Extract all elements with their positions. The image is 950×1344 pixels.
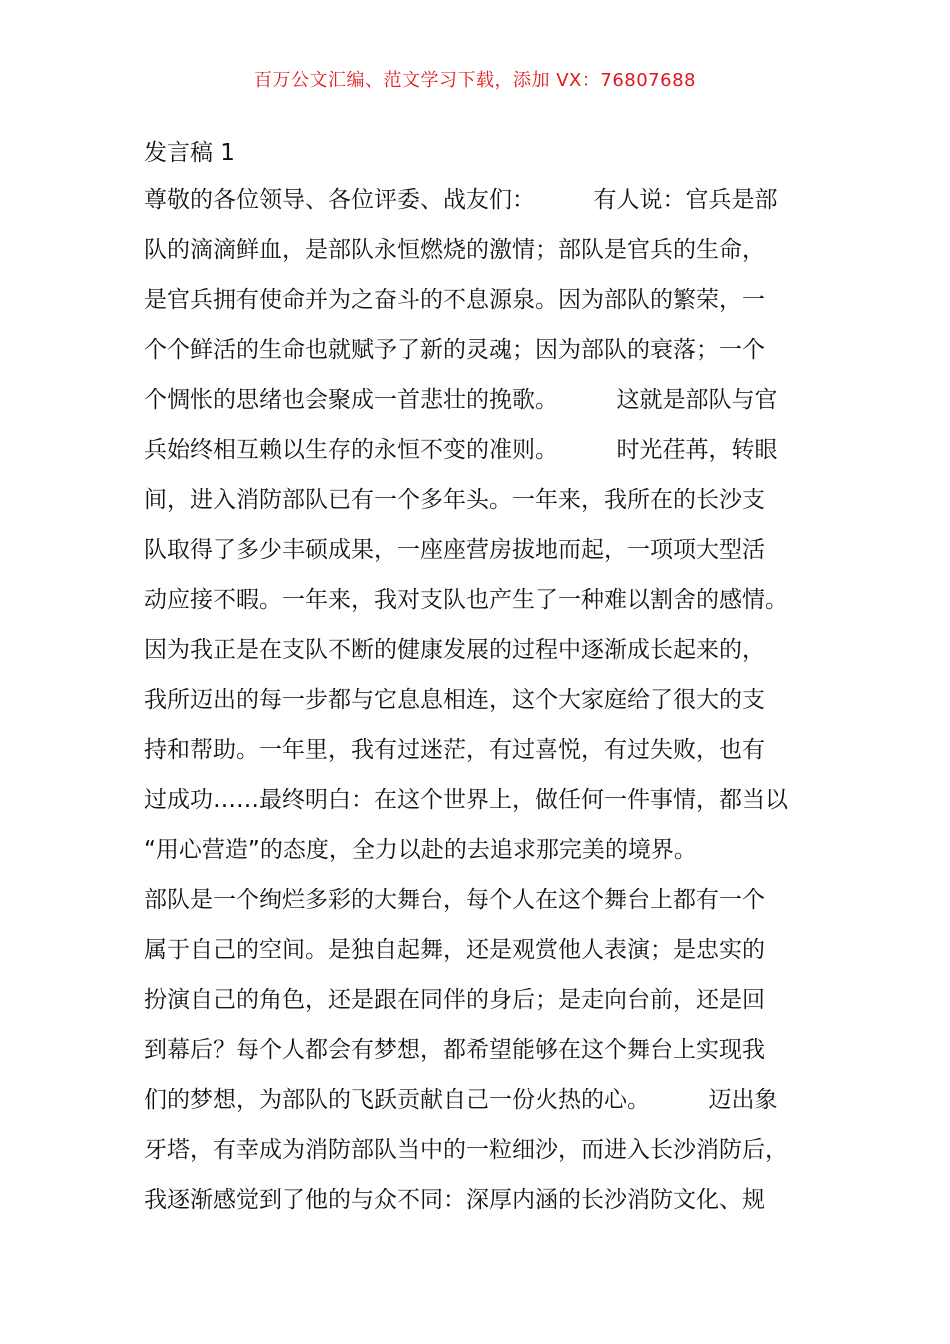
- body-line: 持和帮助。一年里，我有过迷茫，有过喜悦，有过失败，也有: [144, 737, 765, 763]
- body-line: 兵始终相互赖以生存的永恒不变的准则。 时光荏苒，转眼: [144, 437, 778, 463]
- body-line: 过成功……最终明白：在这个世界上，做任何一件事情，都当以: [144, 787, 788, 813]
- body-line: 是官兵拥有使命并为之奋斗的不息源泉。因为部队的繁荣，一: [144, 287, 765, 313]
- body-line: 们的梦想，为部队的飞跃贡献自己一份火热的心。 迈出象: [144, 1087, 778, 1113]
- header-banner: 百万公文汇编、范文学习下载，添加 VX：76807688: [254, 70, 696, 91]
- body-line: 队取得了多少丰硕成果，一座座营房拔地而起，一项项大型活: [144, 537, 765, 563]
- body-line: 牙塔，有幸成为消防部队当中的一粒细沙，而进入长沙消防后，: [144, 1137, 788, 1163]
- body-line: 属于自己的空间。是独自起舞，还是观赏他人表演；是忠实的: [144, 937, 765, 963]
- document-body: [144, 180, 844, 1230]
- document-title: 发言稿 1: [144, 140, 235, 166]
- body-line: “用心营造”的态度，全力以赴的去追求那完美的境界。: [144, 837, 697, 863]
- body-line: 因为我正是在支队不断的健康发展的过程中逐渐成长起来的，: [144, 637, 765, 663]
- body-line: 我所迈出的每一步都与它息息相连，这个大家庭给了很大的支: [144, 687, 765, 713]
- body-line: 我逐渐感觉到了他的与众不同：深厚内涵的长沙消防文化、规: [144, 1187, 765, 1213]
- body-line: 尊敬的各位领导、各位评委、战友们： 有人说：官兵是部: [144, 187, 778, 213]
- body-line: 部队是一个绚烂多彩的大舞台，每个人在这个舞台上都有一个: [144, 887, 765, 913]
- body-line: 个个鲜活的生命也就赋予了新的灵魂；因为部队的衰落；一个: [144, 337, 765, 363]
- body-line: 动应接不暇。一年来，我对支队也产生了一种难以割舍的感情。: [144, 587, 788, 613]
- body-line: 到幕后？每个人都会有梦想，都希望能够在这个舞台上实现我: [144, 1037, 765, 1063]
- body-line: 间，进入消防部队已有一个多年头。一年来，我所在的长沙支: [144, 487, 765, 513]
- body-line: 个惆怅的思绪也会聚成一首悲壮的挽歌。 这就是部队与官: [144, 387, 778, 413]
- body-line: 扮演自己的角色，还是跟在同伴的身后；是走向台前，还是回: [144, 987, 765, 1013]
- body-line: 队的滴滴鲜血，是部队永恒燃烧的激情；部队是官兵的生命，: [144, 237, 765, 263]
